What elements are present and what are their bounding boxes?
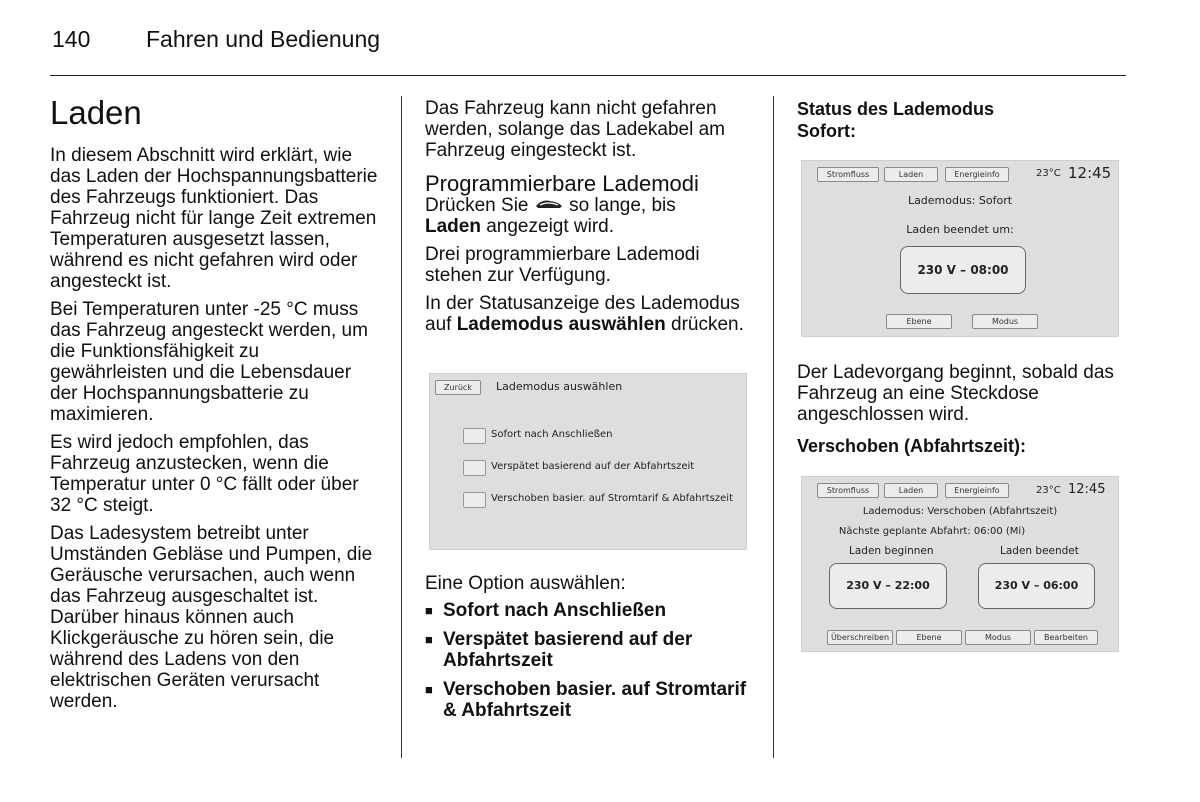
- clock: 12:45: [1068, 164, 1112, 182]
- begin-time-value: 230 V – 22:00: [829, 563, 947, 609]
- sub-heading: Verschoben (Abfahrtszeit):: [797, 436, 1027, 456]
- option-checkbox[interactable]: [463, 428, 486, 444]
- option-checkbox[interactable]: [463, 492, 486, 508]
- tab-energieinfo[interactable]: Energieinfo: [945, 167, 1009, 182]
- paragraph: Das Ladesystem betreibt unter Umständen Gebläse und Pumpen, die Geräusche verursachen, auch wenn das Fahrzeug ausgeschaltet ist. Darüber hinaus können auch Klickgeräusche zu hören sein, die während des Ladens von den elektrischen Geräten verursacht werden.: [50, 523, 373, 712]
- begin-label: Laden beginnen: [849, 545, 934, 557]
- next-departure: Nächste geplante Abfahrt: 06:00 (Mi): [838, 526, 1026, 537]
- paragraph: Eine Option auswählen:: [425, 573, 626, 594]
- paragraph: [425, 195, 753, 237]
- tab-laden[interactable]: Laden: [884, 483, 938, 498]
- ebene-button[interactable]: Ebene: [896, 630, 962, 645]
- text-run: drücken.: [671, 314, 744, 336]
- option-label: Sofort nach Anschließen: [491, 429, 613, 440]
- back-button[interactable]: Zurück: [435, 380, 481, 395]
- text-run-bold: Lademodus auswählen: [456, 314, 666, 336]
- screen-title: Lademodus auswählen: [496, 380, 623, 393]
- page-heading: Laden: [50, 94, 142, 131]
- section-heading: Programmierbare Lademodi: [425, 171, 699, 196]
- end-time-value: 230 V – 08:00: [900, 246, 1026, 294]
- text-run: Drücken Sie: [425, 195, 529, 216]
- mode-label: Lademodus: Sofort: [907, 194, 1013, 207]
- section-title: Fahren und Bedienung: [146, 26, 381, 52]
- column-3-lower: [797, 362, 1129, 465]
- page-number: 140: [52, 26, 91, 52]
- header-divider: [50, 75, 1126, 76]
- status-screen-verschoben: [801, 476, 1119, 652]
- option-label: Verspätet basierend auf der Abfahrtszeit: [491, 461, 695, 472]
- option-checkbox[interactable]: [463, 460, 486, 476]
- column-divider-1: [401, 96, 402, 758]
- text-run: In der Statusanzeige des Lademodus auf: [425, 293, 740, 336]
- clock: 12:45: [1068, 482, 1106, 497]
- paragraph: Das Fahrzeug kann nicht gefahren werden, solange das Ladekabel am Fahrzeug eingesteckt ist.: [425, 98, 725, 161]
- edit-button[interactable]: Bearbeiten: [1034, 630, 1098, 645]
- end-label: Laden beendet: [1000, 545, 1079, 557]
- leaf-car-icon: [534, 195, 564, 216]
- column-2: [425, 98, 753, 342]
- temperature: 23°C: [1036, 485, 1061, 496]
- option-list: [425, 600, 753, 721]
- end-time-value: 230 V – 06:00: [978, 563, 1095, 609]
- column-2-lower: [425, 573, 753, 729]
- paragraph: Der Ladevorgang beginnt, sobald das Fahrzeug an eine Steckdose angeschlossen wird.: [797, 362, 1114, 425]
- column-3: [797, 98, 1127, 150]
- modus-button[interactable]: Modus: [965, 630, 1031, 645]
- paragraph: Drei programmierbare Lademodi stehen zur Verfügung.: [425, 244, 700, 287]
- sub-heading: Status des Lademodus: [797, 99, 995, 119]
- text-run: so lange, bis: [569, 195, 676, 216]
- column-1: [50, 95, 380, 719]
- tab-stromfluss[interactable]: Stromfluss: [817, 483, 879, 498]
- tab-stromfluss[interactable]: Stromfluss: [817, 167, 879, 182]
- tab-laden[interactable]: Laden: [884, 167, 938, 182]
- mode-label: Lademodus: Verschoben (Abfahrtszeit): [862, 506, 1058, 517]
- ebene-button[interactable]: Ebene: [886, 314, 952, 329]
- text-run: angezeigt wird.: [486, 216, 615, 238]
- modus-button[interactable]: Modus: [972, 314, 1038, 329]
- column-divider-2: [773, 96, 774, 758]
- text-run-bold: Laden: [425, 216, 481, 238]
- list-item: ■ Verschoben basier. auf Stromtarif & Abfahrtszeit: [425, 679, 753, 721]
- end-label: Laden beendet um:: [906, 223, 1014, 236]
- paragraph: [425, 293, 753, 335]
- paragraph: In diesem Abschnitt wird erklärt, wie das Laden der Hochspannungsbatterie des Fahrzeugs funktioniert. Das Fahrzeug nicht für lange Zeit extremen Temperaturen ausgesetzt lassen, während es nicht gefahren wird oder angesteckt ist.: [50, 145, 378, 292]
- paragraph: Bei Temperaturen unter -25 °C muss das Fahrzeug angesteckt werden, um die Funktionsfähigkeit zu gewährleisten und die Lebensdauer der Hochspannungsbatterie zu maximieren.: [50, 299, 368, 425]
- tab-energieinfo[interactable]: Energieinfo: [945, 483, 1009, 498]
- status-screen-sofort: [801, 160, 1119, 337]
- override-button[interactable]: Überschreiben: [827, 630, 893, 645]
- temperature: 23°C: [1036, 168, 1061, 179]
- list-item: ■ Sofort nach Anschließen: [425, 600, 753, 621]
- sub-heading: Sofort:: [797, 121, 856, 141]
- paragraph: Es wird jedoch empfohlen, das Fahrzeug anzustecken, wenn die Temperatur unter 0 °C fällt oder über 32 °C steigt.: [50, 432, 359, 516]
- list-item: ■ Verspätet basierend auf der Abfahrtszeit: [425, 629, 753, 671]
- mode-select-screen: [429, 373, 747, 550]
- option-label: Verschoben basier. auf Stromtarif & Abfahrtszeit: [491, 493, 733, 504]
